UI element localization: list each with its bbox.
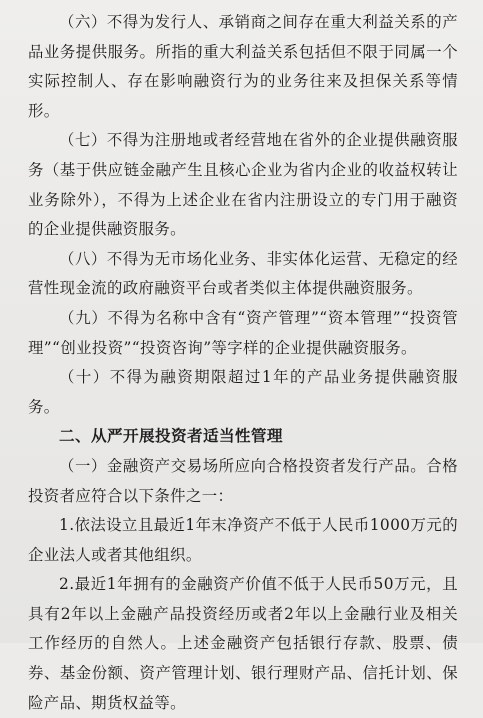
section-heading: 二、从严开展投资者适当性管理 bbox=[59, 427, 283, 446]
paragraph-item-9: （九）不得为名称中含有“资产管理”“资本管理”“投资管理”“创业投资”“投资咨询”等字样的企业提供融资服务。 bbox=[28, 308, 458, 357]
paragraph-item-10: （十）不得为融资期限超过1年的产品业务提供融资服务。 bbox=[28, 368, 458, 416]
paragraph-condition-2: 2.最近1年拥有的金融资产价值不低于人民币50万元，且具有2年以上金融产品投资经历或者2年以上金融行业及相关工作经历的自然人。上述金融资产包括银行存款、股票、债券、基金份额、资产管理计划、银行理财产品、信托计划、保险产品、期货权益等。 bbox=[28, 575, 458, 712]
document-body bbox=[28, 8, 458, 718]
paragraph-item-8: （八）不得为无市场化业务、非实体化运营、无稳定的经营性现金流的政府融资平台或者类似主体提供融资服务。 bbox=[28, 249, 458, 298]
paragraph-item-6: （六）不得为发行人、承销商之间存在重大利益关系的产品业务提供服务。所指的重大利益关系包括但不限于同属一个实际控制人、存在影响融资行为的业务往来及担保关系等情形。 bbox=[28, 13, 458, 120]
paragraph-condition-1: 1.依法设立且最近1年末净资产不低于人民币1000万元的企业法人或者其他组织。 bbox=[28, 516, 458, 564]
paragraph-section-2-item-1: （一）金融资产交易场所应向合格投资者发行产品。合格投资者应符合以下条件之一： bbox=[28, 456, 458, 505]
paragraph-item-7: （七）不得为注册地或者经营地在省外的企业提供融资服务（基于供应链金融产生且核心企业为省内企业的收益权转让业务除外），不得为上述企业在省内注册设立的专门用于融资的企业提供融资服务。 bbox=[28, 131, 458, 239]
